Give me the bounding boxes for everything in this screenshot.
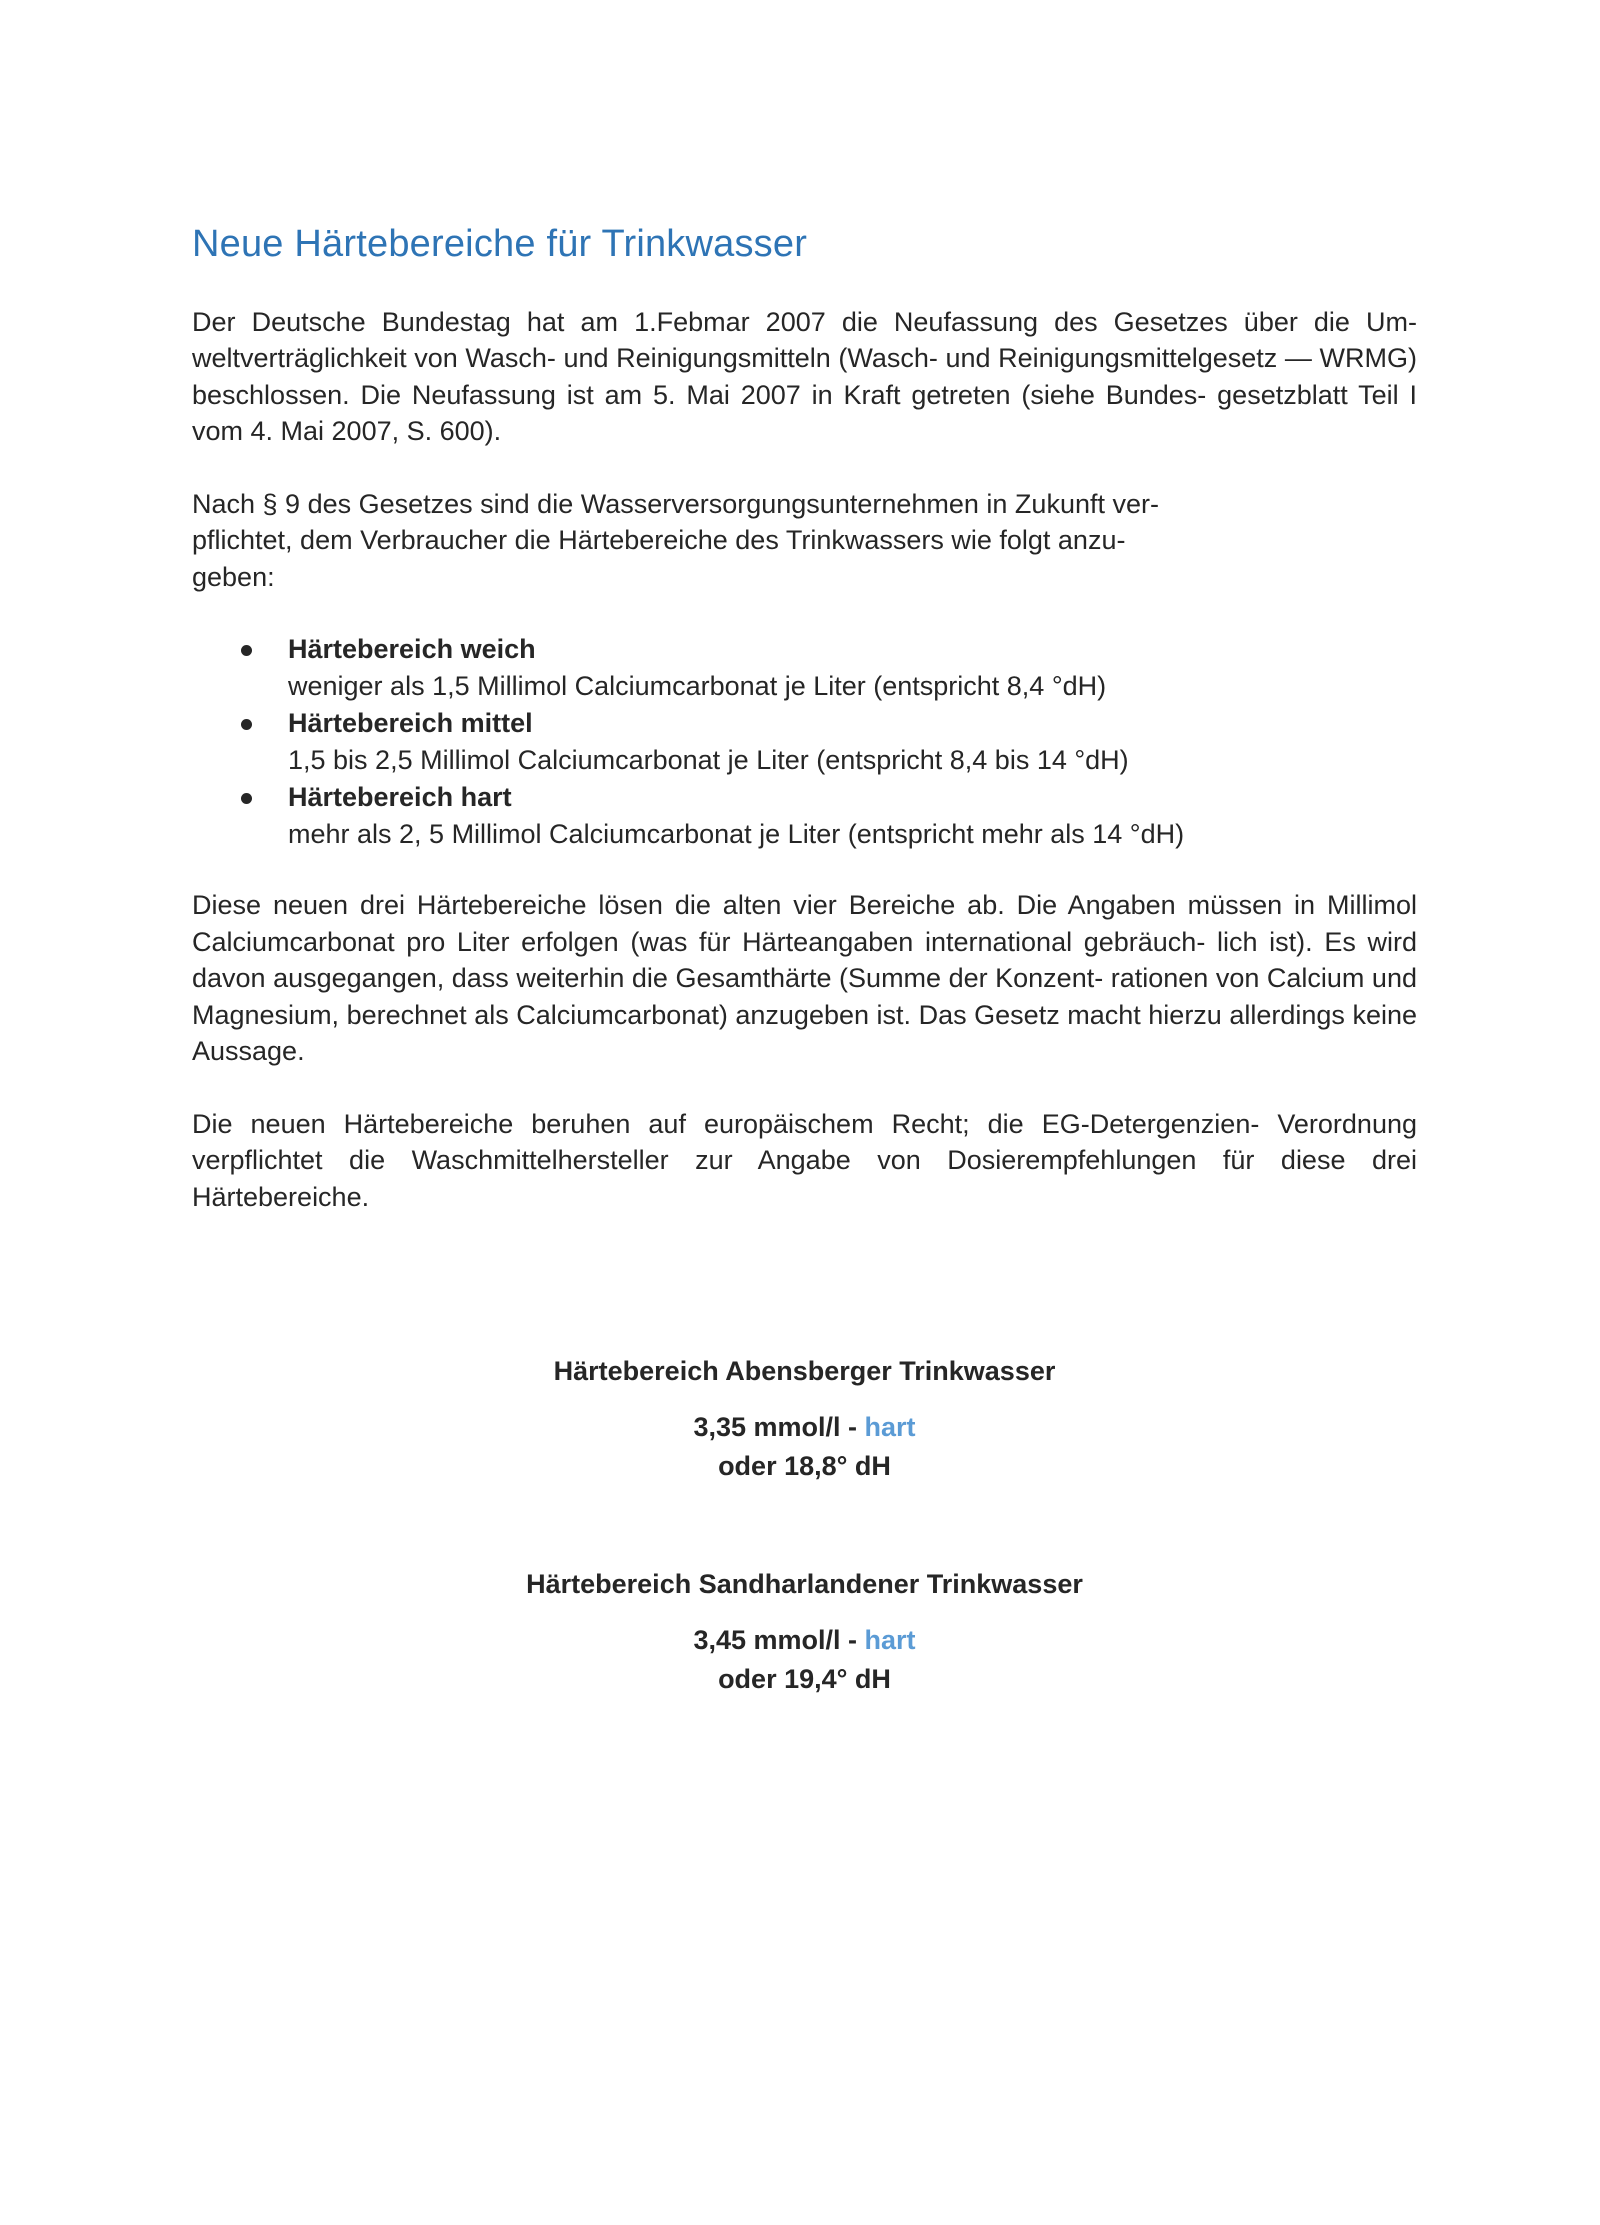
hardness-title: Härtebereich mittel [288, 708, 533, 739]
summary-value: 3,35 mmol/l - [693, 1412, 865, 1442]
hardness-description: 1,5 bis 2,5 Millimol Calciumcarbonat je Liter (entspricht 8,4 bis 14 °dH) [288, 745, 1129, 776]
explanation-line: Millimol Calciumcarbonat pro Liter erfolgen (was für Härteangaben international gebräuch- [192, 890, 1417, 957]
hardness-title: Härtebereich hart [288, 782, 512, 813]
summary-category: hart [864, 1625, 916, 1655]
summary-value-line [192, 1408, 1417, 1447]
list-item [192, 631, 1417, 705]
intro-line: weltverträglichkeit von Wasch- und Reinigungsmitteln (Wasch- und Reinigungsmittelgesetz [192, 343, 1278, 374]
hardness-list [192, 631, 1417, 853]
law-paragraph [192, 486, 1417, 596]
eu-law-line: diese drei Härtebereiche. [192, 1145, 1417, 1212]
summary-value: 3,45 mmol/l - [693, 1625, 865, 1655]
eu-law-line: Die neuen Härtebereiche beruhen auf europäischem Recht; die EG-Detergenzien- [192, 1108, 1260, 1139]
summary-category: hart [864, 1412, 916, 1442]
document-page [192, 222, 1417, 1215]
sandharlanden-hardness-summary [192, 1565, 1417, 1699]
law-line: pflichtet, dem Verbraucher die Härtebereiche des Trinkwassers wie folgt anzu- [192, 525, 1126, 556]
intro-line: gesetzblatt Teil I vom 4. Mai 2007, S. 600). [192, 379, 1417, 447]
bullet-icon [241, 645, 252, 656]
page-title: Neue Härtebereiche für Trinkwasser [192, 223, 808, 265]
intro-line: — WRMG) beschlossen. Die Neufassung ist am 5. Mai 2007 in Kraft getreten (siehe Bundes- [192, 343, 1418, 410]
explanation-line: lich ist). Es wird davon ausgegangen, dass weiterhin die Gesamthärte (Summe der Konzent- [192, 926, 1417, 994]
summary-heading: Härtebereich Abensberger Trinkwasser [553, 1356, 1056, 1386]
hardness-description: weniger als 1,5 Millimol Calciumcarbonat je Liter (entspricht 8,4 °dH) [288, 671, 1107, 702]
summary-dh: oder 18,8° dH [718, 1451, 891, 1481]
explanation-line: rationen von Calcium und Magnesium, berechnet als Calciumcarbonat) anzugeben ist. Das [192, 963, 1417, 1030]
eu-law-paragraph [192, 1106, 1417, 1216]
list-item [192, 705, 1417, 779]
list-item [192, 779, 1417, 853]
abensberg-hardness-summary [192, 1352, 1417, 1486]
explanation-paragraph [192, 887, 1417, 1070]
hardness-description: mehr als 2, 5 Millimol Calciumcarbonat je Liter (entspricht mehr als 14 °dH) [288, 819, 1185, 850]
intro-paragraph [192, 304, 1417, 450]
explanation-line: Gesetz macht hierzu allerdings keine Aussage. [192, 999, 1418, 1067]
explanation-line: Diese neuen drei Härtebereiche lösen die alten vier Bereiche ab. Die Angaben müssen in [192, 890, 1316, 921]
summary-dh: oder 19,4° dH [718, 1664, 891, 1694]
bullet-icon [241, 719, 252, 730]
summary-value-line [192, 1621, 1417, 1660]
eu-law-line: Verordnung verpflichtet die Waschmittelhersteller zur Angabe von Dosierempfehlungen für [192, 1108, 1417, 1176]
bullet-icon [241, 793, 252, 804]
law-line: Nach § 9 des Gesetzes sind die Wasserversorgungsunternehmen in Zukunft ver- [192, 488, 1159, 519]
summary-heading: Härtebereich Sandharlandener Trinkwasser [526, 1569, 1083, 1599]
hardness-title: Härtebereich weich [288, 634, 536, 665]
intro-line: Der Deutsche Bundestag hat am 1.Febmar 2007 die Neufassung des Gesetzes über die Um- [192, 306, 1417, 337]
law-line: geben: [192, 561, 275, 592]
